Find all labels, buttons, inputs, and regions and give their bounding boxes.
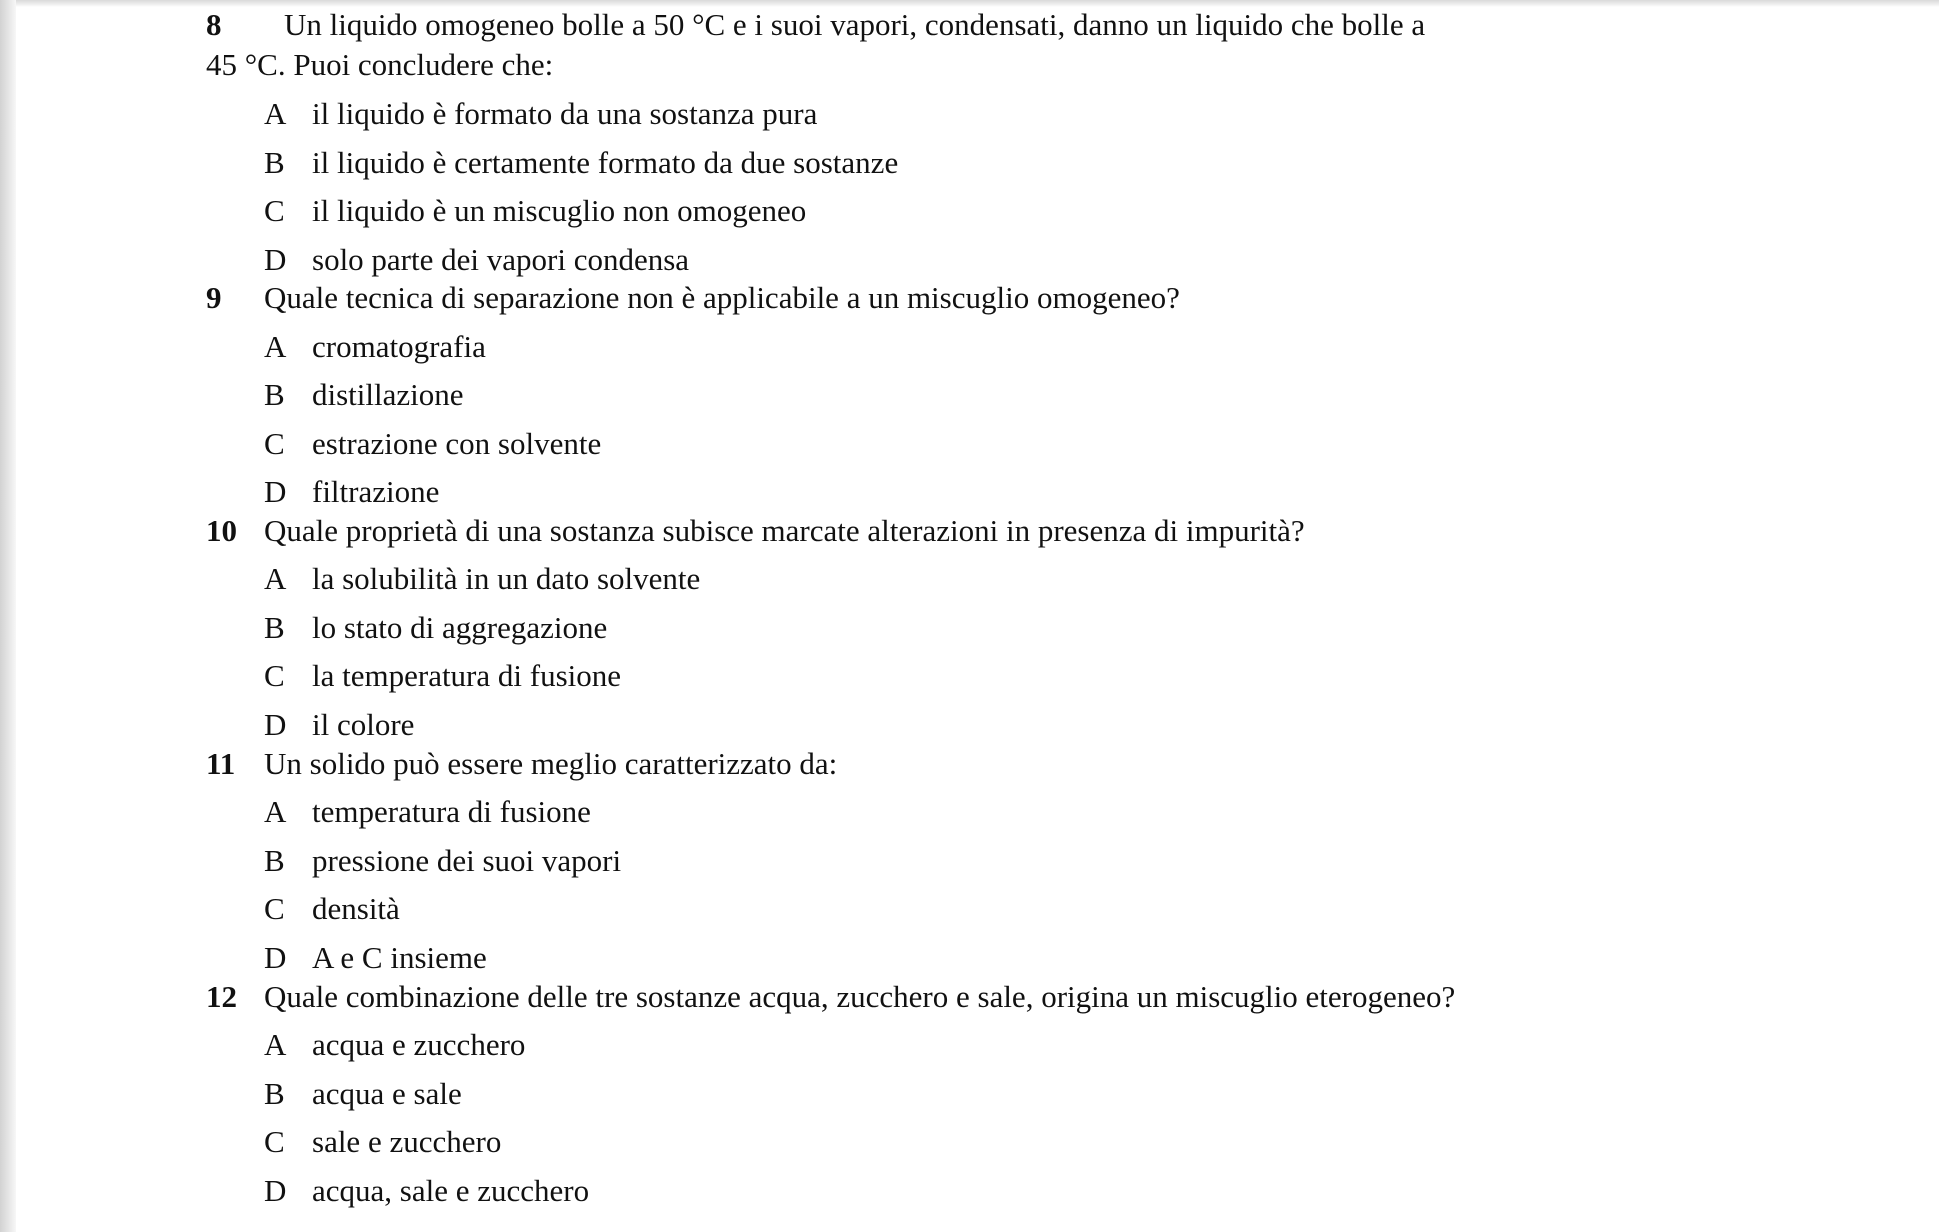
question-number: 12 xyxy=(206,979,237,1014)
question-text: Quale proprietà di una sostanza subisce marcate alterazioni in presenza di impurità? xyxy=(264,513,1305,548)
option-text-d: acqua, sale e zucchero xyxy=(312,1173,590,1208)
option-text-a: la solubilità in un dato solvente xyxy=(312,561,701,596)
option-letter-b: B xyxy=(264,1076,285,1111)
option-letter-b: B xyxy=(264,377,285,412)
option-letter-c: C xyxy=(264,658,285,693)
option-letter-d: D xyxy=(264,1173,287,1208)
question-text-line-2: 45 °C. Puoi concludere che: xyxy=(206,47,554,82)
option-letter-b: B xyxy=(264,843,285,878)
option-text-c: estrazione con solvente xyxy=(312,426,602,461)
option-letter-c: C xyxy=(264,1124,285,1159)
option-letter-d: D xyxy=(264,940,287,975)
option-text-c: sale e zucchero xyxy=(312,1124,502,1159)
option-letter-b: B xyxy=(264,145,285,180)
question-text: Quale tecnica di separazione non è applicabile a un miscuglio omogeneo? xyxy=(264,280,1180,315)
option-text-a: acqua e zucchero xyxy=(312,1027,526,1062)
option-text-b: acqua e sale xyxy=(312,1076,462,1111)
option-text-c: il liquido è un miscuglio non omogeneo xyxy=(312,193,807,228)
option-text-b: lo stato di aggregazione xyxy=(312,610,608,645)
option-text-d: A e C insieme xyxy=(312,940,487,975)
option-letter-d: D xyxy=(264,474,287,509)
option-text-a: temperatura di fusione xyxy=(312,794,591,829)
option-text-b: pressione dei suoi vapori xyxy=(312,843,622,878)
option-letter-c: C xyxy=(264,891,285,926)
option-text-b: distillazione xyxy=(312,377,464,412)
question-number: 8 xyxy=(206,7,222,42)
option-text-c: densità xyxy=(312,891,400,926)
option-letter-d: D xyxy=(264,707,287,742)
option-letter-c: C xyxy=(264,426,285,461)
option-text-b: il liquido è certamente formato da due sostanze xyxy=(312,145,899,180)
option-text-d: il colore xyxy=(312,707,415,742)
option-letter-a: A xyxy=(264,329,287,364)
option-letter-c: C xyxy=(264,193,285,228)
option-letter-a: A xyxy=(264,96,287,131)
option-letter-a: A xyxy=(264,561,287,596)
option-text-a: cromatografia xyxy=(312,329,486,364)
question-number: 10 xyxy=(206,513,237,548)
question-number: 11 xyxy=(206,746,236,781)
option-text-c: la temperatura di fusione xyxy=(312,658,622,693)
question-text-line-1: Un liquido omogeneo bolle a 50 °C e i suoi vapori, condensati, danno un liquido che bolle a xyxy=(284,7,1426,42)
option-letter-d: D xyxy=(264,242,287,277)
question-text: Quale combinazione delle tre sostanze acqua, zucchero e sale, origina un miscuglio eterogeneo? xyxy=(264,979,1456,1014)
option-text-a: il liquido è formato da una sostanza pura xyxy=(312,96,818,131)
question-number: 9 xyxy=(206,280,222,315)
option-letter-b: B xyxy=(264,610,285,645)
option-letter-a: A xyxy=(264,1027,287,1062)
question-text: Un solido può essere meglio caratterizzato da: xyxy=(264,746,838,781)
option-letter-a: A xyxy=(264,794,287,829)
option-text-d: solo parte dei vapori condensa xyxy=(312,242,690,277)
option-text-d: filtrazione xyxy=(312,474,440,509)
